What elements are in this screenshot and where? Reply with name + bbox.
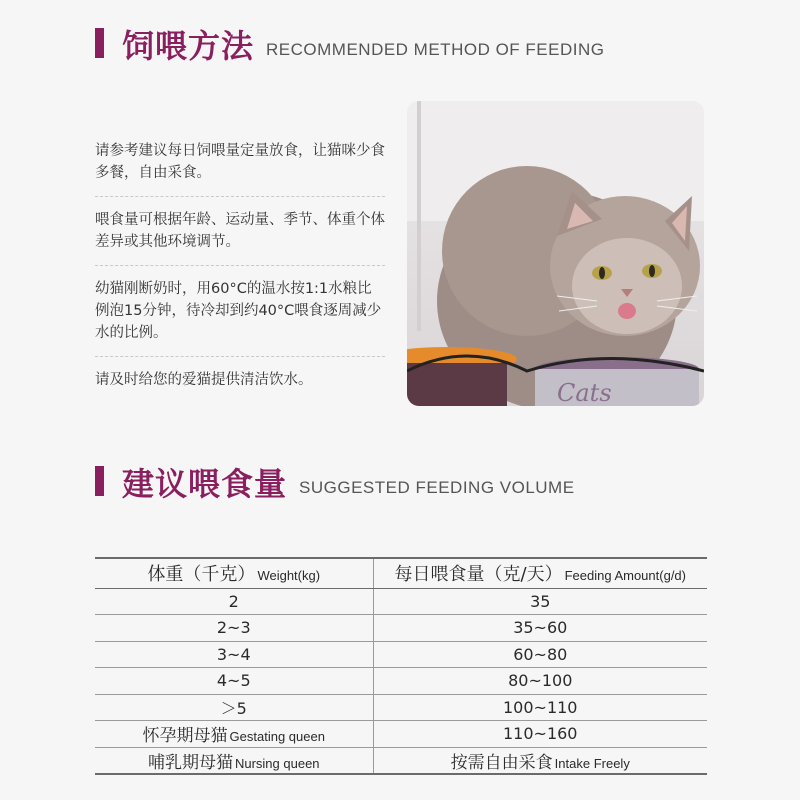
weight-column-header <box>95 558 373 588</box>
feeding-volume-table <box>95 557 707 775</box>
amount-cell: 35 <box>373 588 707 615</box>
amount-cell: 110~160 <box>373 721 707 748</box>
cat-photo <box>407 101 704 406</box>
feeding-method-title-en: RECOMMENDED METHOD OF FEEDING <box>266 40 605 59</box>
feeding-volume-title-en: SUGGESTED FEEDING VOLUME <box>299 478 575 497</box>
intake-freely-zh: 按需自由采食 <box>450 752 553 773</box>
header-accent-bar <box>95 466 104 496</box>
weight-cell: 2~3 <box>95 615 373 642</box>
amount-cell: 100~110 <box>373 694 707 721</box>
weight-header-zh: 体重（千克） <box>147 564 256 586</box>
gestating-label-zh: 怀孕期母猫 <box>142 726 228 747</box>
feeding-volume-header <box>95 465 575 503</box>
table-row <box>95 615 707 642</box>
weight-header-en: Weight(kg) <box>257 568 321 584</box>
table-header-row <box>95 558 707 588</box>
table-row <box>95 694 707 721</box>
cat-eating-illustration <box>407 101 704 406</box>
amount-cell: 35~60 <box>373 615 707 642</box>
header-accent-bar <box>95 28 104 58</box>
weight-cell <box>95 721 373 748</box>
table-row-gestating <box>95 721 707 748</box>
feeding-method-title-zh: 饲喂方法 <box>122 27 255 65</box>
feeding-volume-title-zh: 建议喂食量 <box>122 465 288 503</box>
table-row-nursing <box>95 747 707 774</box>
table-row <box>95 641 707 668</box>
feeding-method-list <box>95 140 385 415</box>
amount-column-header <box>373 558 707 588</box>
amount-header-en: Feeding Amount(g/d) <box>564 568 686 584</box>
table-row <box>95 668 707 695</box>
amount-cell: 60~80 <box>373 641 707 668</box>
bowl-text: Cats <box>557 379 612 406</box>
method-item: 请及时给您的爱猫提供清洁饮水。 <box>95 372 313 388</box>
amount-header-zh: 每日喂食量（克/天） <box>394 564 563 586</box>
gestating-label-en: Gestating queen <box>229 729 325 745</box>
intake-freely-en: Intake Freely <box>554 755 630 771</box>
method-item: 幼猫刚断奶时，用60°C的温水按1:1水粮比例泡15分钟，待冷却到约40°C喂食逐周减少水的比例。 <box>95 278 385 357</box>
nursing-label-en: Nursing queen <box>234 755 320 771</box>
nursing-label-zh: 哺乳期母猫 <box>147 752 233 773</box>
weight-cell: ＞5 <box>95 694 373 721</box>
method-item: 请参考建议每日饲喂量定量放食，让猫咪少食多餐，自由采食。 <box>95 140 385 197</box>
amount-cell: 80~100 <box>373 668 707 695</box>
weight-cell: 3~4 <box>95 641 373 668</box>
amount-cell <box>373 747 707 774</box>
weight-cell: 4~5 <box>95 668 373 695</box>
table-row <box>95 588 707 615</box>
feeding-method-header <box>95 27 605 65</box>
weight-cell <box>95 747 373 774</box>
method-item: 喂食量可根据年龄、运动量、季节、体重个体差异或其他环境调节。 <box>95 209 385 266</box>
weight-cell: 2 <box>95 588 373 615</box>
